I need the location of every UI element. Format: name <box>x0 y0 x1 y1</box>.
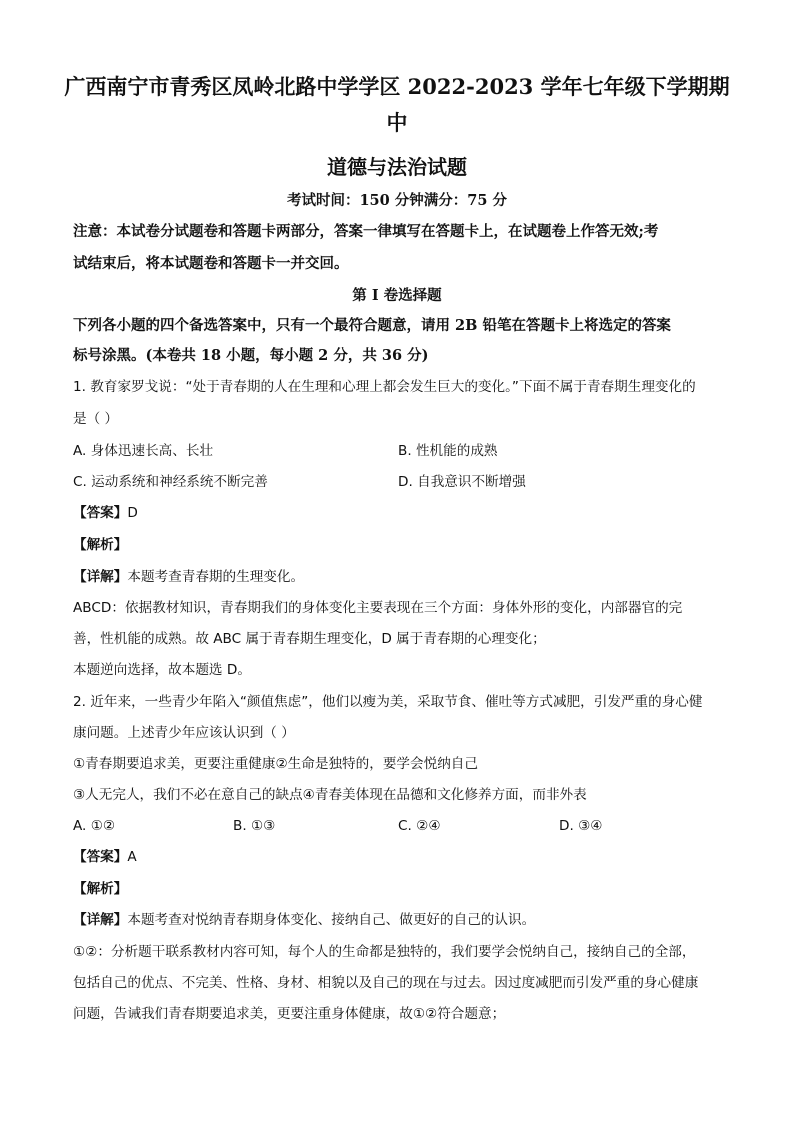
section-instruction-line1: 下列各小题的四个备选答案中，只有一个最符合题意，请用 2B 铅笔在答题卡上将选定的答案 <box>73 317 671 334</box>
subject-title: 道德与法治试题 <box>327 155 467 179</box>
q1-detail-label: 【详解】 <box>73 569 128 585</box>
q1-explain-line2: 善，性机能的成熟。故 ABC 属于青春期生理变化，D 属于青春期的心理变化； <box>73 631 546 647</box>
q1-option-c: C. 运动系统和神经系统不断完善 <box>73 474 268 490</box>
q2-answer-value: A <box>127 849 137 865</box>
q2-explain-line2: 包括自己的优点、不完美、性格、身材、相貌以及自己的现在与过去。因过度减肥而引发严重的身心健康 <box>73 975 699 991</box>
notice-line2: 试结束后，将本试题卷和答题卡一并交回。 <box>73 255 349 272</box>
q1-detail <box>73 567 304 587</box>
q1-stem-line1: 1. 教育家罗戈说：“处于青春期的人在生理和心理上都会发生巨大的变化。”下面不属于青春期生理变化的 <box>73 379 696 395</box>
q2-option-b: B. ①③ <box>233 818 276 834</box>
exam-info: 考试时间：150 分钟满分：75 分 <box>286 192 508 209</box>
q2-stem-line1: 2. 近年来，一些青少年陷入“颜值焦虑”，他们以瘦为美，采取节食、催吐等方式减肥，引发严重的身心健 <box>73 694 703 710</box>
q2-stem-line3: ①青春期要追求美，更要注重健康②生命是独特的，要学会悦纳自己 <box>73 756 478 772</box>
exam-title-line2: 中 <box>386 110 408 135</box>
q2-analysis-label: 【解析】 <box>73 881 128 897</box>
q2-analysis <box>73 879 127 899</box>
q2-explain-line1: ①②：分析题干联系教材内容可知，每个人的生命都是独特的，我们要学会悦纳自己，接纳自己的全部， <box>73 944 696 960</box>
q1-detail-text: 本题考查青春期的生理变化。 <box>127 569 305 585</box>
q1-option-d: D. 自我意识不断增强 <box>398 474 526 490</box>
q2-option-d: D. ③④ <box>559 818 603 834</box>
q1-option-a: A. 身体迅速长高、长壮 <box>73 443 214 459</box>
q1-analysis-label: 【解析】 <box>73 537 128 553</box>
q2-answer <box>73 847 137 867</box>
q1-answer-value: D <box>127 505 138 521</box>
q1-answer-label: 【答案】 <box>73 505 128 521</box>
q2-stem-line4: ③人无完人，我们不必在意自己的缺点④青春美体现在品德和文化修养方面，而非外表 <box>73 787 587 803</box>
q2-detail <box>73 910 535 930</box>
exam-title-line1: 广西南宁市青秀区凤岭北路中学学区 2022-2023 学年七年级下学期期 <box>64 74 730 99</box>
q1-explain-line3: 本题逆向选择，故本题选 D。 <box>73 662 251 678</box>
q2-option-a: A. ①② <box>73 818 116 834</box>
section-title: 第 I 卷选择题 <box>352 287 442 304</box>
section-instruction-line2: 标号涂黑。(本卷共 18 小题，每小题 2 分，共 36 分) <box>73 347 429 364</box>
q2-detail-label: 【详解】 <box>73 912 128 928</box>
q2-explain-line3: 问题，告诫我们青春期要追求美，更要注重身体健康，故①②符合题意； <box>73 1006 506 1022</box>
q2-answer-label: 【答案】 <box>73 849 128 865</box>
q2-stem-line2: 康问题。上述青少年应该认识到（ ） <box>73 725 295 741</box>
q1-option-b: B. 性机能的成熟 <box>398 443 498 459</box>
q1-explain-line1: ABCD：依据教材知识，青春期我们的身体变化主要表现在三个方面：身体外形的变化，内部器官的完 <box>73 600 683 616</box>
q2-detail-text: 本题考查对悦纳青春期身体变化、接纳自己、做更好的自己的认识。 <box>127 912 536 928</box>
q2-option-c: C. ②④ <box>398 818 441 834</box>
q1-analysis <box>73 535 127 555</box>
q1-answer <box>73 503 138 523</box>
notice-line1: 注意：本试卷分试题卷和答题卡两部分，答案一律填写在答题卡上，在试题卷上作答无效;考 <box>73 223 659 240</box>
q1-stem-line2: 是（ ） <box>73 411 119 427</box>
